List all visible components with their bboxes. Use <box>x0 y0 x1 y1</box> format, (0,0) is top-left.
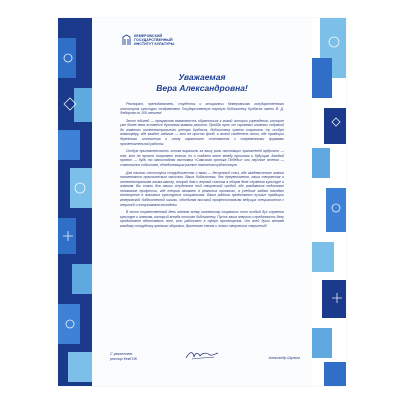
closing-block <box>110 352 137 361</box>
letter-content <box>102 18 302 386</box>
institute-name <box>134 34 174 46</box>
signer-name: Александр Шунков <box>268 356 300 360</box>
paragraph-4: Для нашего института сотрудничество с вами — бесценный союз, где академические знания наполняются практическим смыслом. Ваша библиотека, без преувеличения, наша творческая и интеллектуальная альма-матер, второй дом и верный союзник в общем деле служения культуре и знаниям. Вы стали для наших студентов той творческой средой, где рождаются подлинные понимание профессии, где теория оживает в реальных проектах, а учебные задачи находят воплощение в значимых культурных инициативах. Ваше работа продолжают лучшие традиции кемеровской библиотечной школы, объединяя высокий профессионализм ведущих специалистов с энергией и энтузиазмом молодежи. <box>120 170 284 207</box>
closing-line2: ректор КемГИК <box>110 356 137 361</box>
letter-footer <box>102 352 302 368</box>
institute-logo <box>122 34 174 46</box>
handwritten-signature <box>184 349 220 361</box>
institute-name-line3: ИНСТИТУТ КУЛЬТУРЫ <box>134 42 175 47</box>
paragraph-3: Особую признательность хотим выразить за вашу роль настоящих хранителей мудрости — тех, кто не просто сохраняет знания, но и создает мост между прошлым и будущим. Каждый проект — будь то масштабная выставка «Самсская хроника Победы» или научные чтения — становится событием, объединяющим разные поколения кузбассовцев. <box>120 149 284 167</box>
institute-emblem-icon <box>122 34 131 46</box>
greeting-heading <box>102 72 302 94</box>
letter-sheet <box>58 18 346 386</box>
decor-panel-left <box>58 18 92 386</box>
paragraph-5: В этот торжественный день желаем всему коллективу сохранить тот особый дух служения культуре и знаниям, который всегда отличал библиотеку. Пусть ваша энергия и преданность делу продолжают вдохновлять всех, кто работает в сфере просвещения. От всей души желаем каждому сотруднику крепкого здоровья, душевного тепла и новых творческих свершений! <box>120 210 284 228</box>
greeting-line1: Уважаемая <box>178 72 226 82</box>
paragraph-1: Ректорат, преподаватели, студенты и аспиранты Кемеровского государственного института культуры поздравляют Государственную научную библиотеку Кузбасса имени В. Д. Федорова со 105-летием! <box>120 102 284 116</box>
greeting-line2: Вера Александровна! <box>156 83 248 93</box>
closing-line1: С уважением, <box>110 352 134 356</box>
decor-panel-right <box>312 18 346 386</box>
institute-name-line1: КЕМЕРОВСКИЙ <box>134 34 163 38</box>
institute-name-line2: ГОСУДАРСТВЕННЫЙ <box>134 38 173 43</box>
paragraph-2: Этот юбилей — прекрасная возможность обратиться к живой истории учреждения, которое уже более века остается духовным маяком региона. Пройдя путь от скромных книжных собраний до главного интеллектуального центра Кузбасса, библиотека сумела сохранить ту особую атмосферу, где каждое издание — это не просто фонд, а живой свидетель эпохи, где традиции бережного отношения к слову гармонично сочетаются с современными формами просветительной работы. <box>120 118 284 146</box>
letter-body <box>120 102 284 232</box>
